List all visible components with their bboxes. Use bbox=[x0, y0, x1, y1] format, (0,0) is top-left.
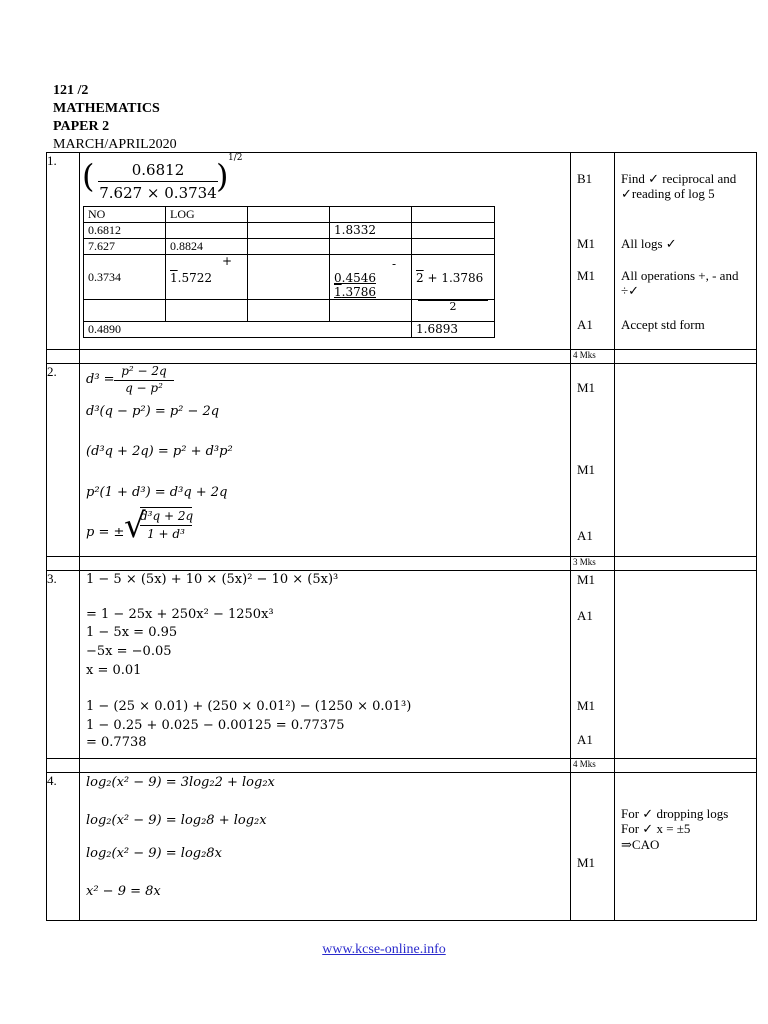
mark: A1 bbox=[577, 528, 593, 543]
working-line: x = 0.01 bbox=[86, 663, 142, 678]
antilog-result: 0.4890 bbox=[84, 322, 412, 338]
mark: A1 bbox=[577, 732, 593, 747]
question-3-row bbox=[47, 571, 757, 759]
comments-cell bbox=[615, 153, 757, 350]
total-row bbox=[47, 350, 757, 364]
log-value: + 1.5722 bbox=[166, 255, 248, 300]
log-number: 0.3734 bbox=[84, 255, 166, 300]
sqrt-sign: √ bbox=[124, 506, 146, 546]
log-number: 0.6812 bbox=[84, 223, 166, 239]
mark: M1 bbox=[577, 236, 596, 251]
left-bracket: ( bbox=[82, 157, 95, 195]
fraction-numerator: p² − 2q bbox=[121, 364, 167, 378]
working-line: −5x = −0.05 bbox=[86, 644, 172, 659]
q1-denominator: 7.627 × 0.3734 bbox=[99, 184, 217, 202]
comment: ⇒CAO bbox=[621, 837, 660, 852]
total-row bbox=[47, 759, 757, 773]
working-line: 1 − 5x = 0.95 bbox=[86, 625, 178, 640]
total-marks: 3 Mks bbox=[571, 557, 615, 571]
mark: M1 bbox=[577, 462, 596, 477]
paper-code: 121 /2 bbox=[53, 83, 89, 98]
working-cell bbox=[80, 571, 571, 759]
fraction-bar bbox=[140, 525, 192, 526]
subject-title: MATHEMATICS bbox=[53, 101, 160, 116]
log-division-denominator: 2 bbox=[412, 300, 495, 322]
marks-cell bbox=[571, 364, 615, 557]
mark: M1 bbox=[577, 698, 596, 713]
working-cell bbox=[80, 364, 571, 557]
mark: B1 bbox=[577, 171, 593, 186]
working-line: p²(1 + d³) = d³q + 2q bbox=[86, 485, 228, 500]
mark: M1 bbox=[577, 268, 596, 283]
question-number: 4. bbox=[47, 773, 80, 921]
working-line: 1 − (25 × 0.01) + (250 × 0.01²) − (1250 × 0.01³) bbox=[86, 699, 412, 714]
mark: A1 bbox=[577, 317, 593, 332]
working-line: d³(q − p²) = p² − 2q bbox=[86, 404, 220, 419]
q1-numerator: 0.6812 bbox=[131, 161, 185, 179]
total-marks: 4 Mks bbox=[571, 350, 615, 364]
working-line: d³ = bbox=[86, 372, 115, 387]
log-subtraction: - 0.4546 1.3786 bbox=[330, 255, 412, 300]
minus-sign: - bbox=[392, 257, 397, 271]
log-value: 1.8332 bbox=[330, 223, 412, 239]
right-bracket: ) bbox=[216, 157, 229, 195]
working-line: log₂(x² − 9) = log₂8 + log₂x bbox=[86, 813, 267, 828]
marks-cell bbox=[571, 571, 615, 759]
question-number: 2. bbox=[47, 364, 80, 557]
comment: All logs ✓ bbox=[621, 236, 677, 251]
comment: For ✓ x = ±5 bbox=[621, 821, 691, 836]
log-division: 2 + 1.3786 bbox=[412, 255, 495, 300]
comment: For ✓ dropping logs bbox=[621, 806, 729, 821]
log-header-log: LOG bbox=[166, 207, 248, 223]
comment: Accept std form bbox=[621, 317, 705, 332]
log-number: 7.627 bbox=[84, 239, 166, 255]
fraction-denominator: q − p² bbox=[125, 381, 163, 395]
question-number: 3. bbox=[47, 571, 80, 759]
marks-cell bbox=[571, 153, 615, 350]
website-link[interactable]: www.kcse-online.info bbox=[322, 942, 446, 957]
working-line: x² − 9 = 8x bbox=[86, 884, 161, 899]
paper-number: PAPER 2 bbox=[53, 119, 110, 134]
working-line: = 0.7738 bbox=[86, 735, 147, 750]
comments-cell bbox=[615, 571, 757, 759]
question-1-row bbox=[47, 153, 757, 350]
log-result: 1.6893 bbox=[412, 322, 495, 338]
fraction-numerator: d³q + 2q bbox=[140, 509, 194, 523]
total-row bbox=[47, 557, 757, 571]
working-line: log₂(x² − 9) = 3log₂2 + log₂x bbox=[86, 775, 275, 790]
paper-header bbox=[53, 82, 177, 154]
question-2-row bbox=[47, 364, 757, 557]
working-line: log₂(x² − 9) = log₂8x bbox=[86, 846, 222, 861]
working-cell bbox=[80, 773, 571, 921]
plus-sign: + bbox=[222, 254, 233, 268]
working-line: 1 − 5 × (5x) + 10 × (5x)² − 10 × (5x)³ bbox=[86, 572, 339, 587]
working-line: p = ± bbox=[86, 525, 125, 540]
working-line: 1 − 0.25 + 0.025 − 0.00125 = 0.77375 bbox=[86, 718, 345, 733]
log-value: 0.8824 bbox=[166, 239, 248, 255]
q1-exponent: 1/2 bbox=[228, 153, 243, 163]
working-line: = 1 − 25x + 250x² − 1250x³ bbox=[86, 607, 274, 622]
exam-session: MARCH/APRIL2020 bbox=[53, 137, 177, 152]
sqrt-bar bbox=[140, 507, 192, 508]
comments-cell bbox=[615, 773, 757, 921]
question-4-row bbox=[47, 773, 757, 921]
marks-cell bbox=[571, 773, 615, 921]
log-table bbox=[83, 206, 495, 338]
page-footer bbox=[0, 942, 768, 958]
comment: All operations +, - and ÷✓ bbox=[621, 268, 739, 298]
total-marks: 4 Mks bbox=[571, 759, 615, 773]
working-cell bbox=[80, 153, 571, 350]
mark: M1 bbox=[577, 572, 596, 587]
mark: M1 bbox=[577, 380, 596, 395]
working-line: (d³q + 2q) = p² + d³p² bbox=[86, 444, 233, 459]
fraction-denominator: 1 + d³ bbox=[147, 527, 185, 541]
comment: Find ✓ reciprocal and ✓reading of log 5 bbox=[621, 171, 737, 201]
log-header-no: NO bbox=[84, 207, 166, 223]
fraction-bar bbox=[98, 181, 218, 182]
comments-cell bbox=[615, 364, 757, 557]
mark: A1 bbox=[577, 608, 593, 623]
marking-scheme-table bbox=[46, 152, 757, 921]
question-number: 1. bbox=[47, 153, 80, 350]
mark: M1 bbox=[577, 855, 596, 870]
